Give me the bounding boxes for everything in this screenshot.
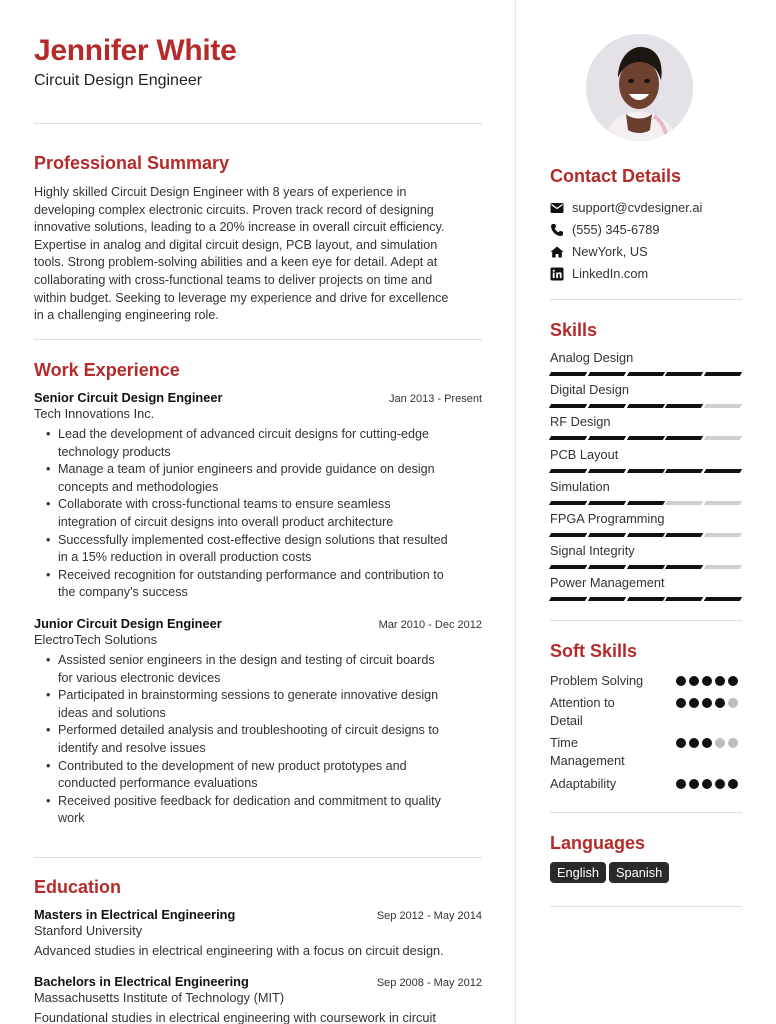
skill-bar bbox=[550, 533, 741, 537]
rating-dot bbox=[676, 676, 686, 686]
skill-name: Analog Design bbox=[550, 350, 634, 365]
summary-divider bbox=[34, 339, 482, 340]
rating-dot bbox=[715, 738, 725, 748]
education-title: Education bbox=[34, 877, 122, 897]
soft-skill-rating bbox=[676, 779, 738, 789]
contact-phone-text: (555) 345-6789 bbox=[572, 222, 660, 237]
job-entry bbox=[34, 616, 482, 828]
rating-dot bbox=[728, 698, 738, 708]
avatar bbox=[586, 34, 693, 141]
skill-bar-segment bbox=[549, 533, 587, 537]
skill-bar-segment bbox=[665, 533, 703, 537]
rating-dot bbox=[702, 698, 712, 708]
language-tag: Spanish bbox=[609, 862, 669, 883]
skill-bar-segment bbox=[704, 565, 742, 569]
skill-bar-segment bbox=[549, 565, 587, 569]
summary-line: innovative solutions, leading to a 20% increase in overall circuit efficiency. bbox=[34, 220, 445, 235]
experience-title: Work Experience bbox=[34, 360, 180, 380]
skill-name: Simulation bbox=[550, 479, 610, 494]
language-tag: English bbox=[550, 862, 606, 883]
rating-dot bbox=[715, 779, 725, 789]
contact-email[interactable] bbox=[550, 200, 702, 215]
soft-skills-divider bbox=[550, 812, 742, 813]
rating-dot bbox=[728, 738, 738, 748]
skill-bar-segment bbox=[704, 372, 742, 376]
soft-skill-rating bbox=[676, 676, 738, 686]
summary-line: developing complex electronic circuits. Proven track record of designing bbox=[34, 202, 434, 217]
job-bullet: • Participated in brainstorming sessions to generate innovative design ideas and solutions bbox=[46, 687, 482, 722]
job-bullet: • Lead the development of advanced circuit designs for cutting-edge technology products bbox=[46, 426, 482, 461]
skill-bar-segment bbox=[549, 404, 587, 408]
skill-bar-segment bbox=[588, 597, 626, 601]
skill-bar-segment bbox=[704, 404, 742, 408]
skill-bar-segment bbox=[665, 404, 703, 408]
avatar-portrait-icon bbox=[586, 34, 693, 141]
job-company: Tech Innovations Inc. bbox=[34, 406, 155, 421]
skill-bar bbox=[550, 469, 741, 473]
skill-bar-segment bbox=[704, 469, 742, 473]
skill-bar-segment bbox=[588, 404, 626, 408]
candidate-role: Circuit Design Engineer bbox=[34, 72, 203, 89]
skill-bar-segment bbox=[665, 597, 703, 601]
skills-title: Skills bbox=[550, 320, 598, 340]
skill-bar-segment bbox=[626, 533, 664, 537]
soft-skill-name: Attention to Detail bbox=[550, 695, 615, 728]
skill-name: PCB Layout bbox=[550, 447, 619, 462]
contact-location bbox=[550, 244, 648, 259]
home-icon bbox=[550, 245, 564, 259]
skill-bar-segment bbox=[626, 565, 664, 569]
education-entry bbox=[34, 907, 482, 958]
experience-divider bbox=[34, 857, 482, 858]
phone-icon bbox=[550, 223, 564, 237]
job-bullets bbox=[34, 652, 482, 828]
skill-bar-segment bbox=[665, 436, 703, 440]
rating-dot bbox=[689, 738, 699, 748]
skill-bar bbox=[550, 501, 741, 505]
summary-title: Professional Summary bbox=[34, 153, 230, 173]
skill-bar-segment bbox=[665, 501, 703, 505]
job-bullet: • Manage a team of junior engineers and provide guidance on design concepts and methodologies bbox=[46, 461, 482, 496]
education-degree: Masters in Electrical Engineering bbox=[34, 907, 236, 922]
rating-dot bbox=[728, 676, 738, 686]
skill-bar bbox=[550, 404, 741, 408]
skill-bar-segment bbox=[665, 565, 703, 569]
contact-location-text: NewYork, US bbox=[572, 244, 648, 259]
rating-dot bbox=[702, 779, 712, 789]
job-title: Senior Circuit Design Engineer bbox=[34, 390, 223, 405]
summary-line: within budget. Seeking to leverage my experience and drive for excellence bbox=[34, 290, 449, 305]
linkedin-icon bbox=[550, 267, 564, 281]
job-bullet: • Collaborate with cross-functional teams to ensure seamless integration of circuit designs into overall product architecture bbox=[46, 496, 482, 531]
skill-bar-segment bbox=[549, 501, 587, 505]
education-description: Foundational studies in electrical engineering with coursework in circuit bbox=[34, 1010, 436, 1024]
job-bullets bbox=[34, 426, 482, 602]
job-bullet: • Performed detailed analysis and troubleshooting of circuit designs to identify and resolve issues bbox=[46, 722, 482, 757]
skill-bar-segment bbox=[588, 436, 626, 440]
rating-dot bbox=[728, 779, 738, 789]
job-bullet: • Successfully implemented cost-effective design solutions that resulted in a 15% reduction in overall production costs bbox=[46, 532, 482, 567]
contact-title: Contact Details bbox=[550, 166, 682, 186]
job-bullet: • Assisted senior engineers in the design and testing of circuit boards for various electronic devices bbox=[46, 652, 482, 687]
education-school: Stanford University bbox=[34, 923, 143, 938]
skill-name: Signal Integrity bbox=[550, 543, 635, 558]
soft-skill-name: Time Management bbox=[550, 735, 625, 768]
soft-skill-rating bbox=[676, 698, 738, 708]
summary-text bbox=[34, 184, 482, 325]
languages-divider bbox=[550, 906, 742, 907]
column-divider bbox=[515, 0, 516, 1024]
rating-dot bbox=[715, 676, 725, 686]
education-degree: Bachelors in Electrical Engineering bbox=[34, 974, 249, 989]
skill-bar-segment bbox=[665, 469, 703, 473]
education-entry bbox=[34, 974, 482, 1024]
rating-dot bbox=[676, 698, 686, 708]
skill-name: FPGA Programming bbox=[550, 511, 665, 526]
header-divider bbox=[34, 123, 482, 124]
skill-bar-segment bbox=[704, 533, 742, 537]
summary-line: collaborating with cross-functional teams to deliver projects on time and bbox=[34, 272, 433, 287]
skill-bar bbox=[550, 436, 741, 440]
skill-bar bbox=[550, 597, 741, 601]
contact-phone[interactable] bbox=[550, 222, 660, 237]
rating-dot bbox=[715, 698, 725, 708]
skill-bar-segment bbox=[588, 565, 626, 569]
education-date: Sep 2012 - May 2014 bbox=[376, 910, 482, 922]
contact-email-text: support@cvdesigner.ai bbox=[572, 200, 703, 215]
skill-bar-segment bbox=[549, 436, 587, 440]
job-entry bbox=[34, 390, 482, 602]
rating-dot bbox=[676, 738, 686, 748]
skill-bar-segment bbox=[626, 597, 664, 601]
skill-bar-segment bbox=[588, 372, 626, 376]
skill-bar-segment bbox=[588, 533, 626, 537]
skill-bar-segment bbox=[549, 372, 587, 376]
skill-bar-segment bbox=[626, 469, 664, 473]
languages-list bbox=[550, 862, 672, 883]
rating-dot bbox=[676, 779, 686, 789]
skill-bar-segment bbox=[704, 597, 742, 601]
contact-divider bbox=[550, 299, 742, 300]
summary-line: tools. Strong problem-solving abilities and a keen eye for detail. Adept at bbox=[34, 255, 438, 270]
job-company: ElectroTech Solutions bbox=[34, 632, 158, 647]
job-date: Jan 2013 - Present bbox=[389, 393, 482, 405]
skill-bar-segment bbox=[665, 372, 703, 376]
soft-skills-title: Soft Skills bbox=[550, 641, 638, 661]
skill-bar-segment bbox=[588, 469, 626, 473]
soft-skill-name: Problem Solving bbox=[550, 673, 644, 688]
skill-name: Power Management bbox=[550, 575, 665, 590]
skill-bar-segment bbox=[549, 469, 587, 473]
education-description: Advanced studies in electrical engineering with a focus on circuit design. bbox=[34, 943, 444, 958]
skill-name: Digital Design bbox=[550, 382, 629, 397]
skill-bar-segment bbox=[704, 436, 742, 440]
summary-line: in a challenging engineering role. bbox=[34, 308, 219, 323]
job-bullet: • Received recognition for outstanding performance and contribution to the company's success bbox=[46, 567, 482, 602]
job-bullet: • Received positive feedback for dedication and commitment to quality work bbox=[46, 793, 482, 828]
rating-dot bbox=[689, 779, 699, 789]
summary-line: Highly skilled Circuit Design Engineer with 8 years of experience in bbox=[34, 185, 407, 199]
education-date: Sep 2008 - May 2012 bbox=[376, 977, 482, 989]
skill-bar bbox=[550, 565, 741, 569]
skill-bar-segment bbox=[626, 501, 664, 505]
skill-bar-segment bbox=[704, 501, 742, 505]
rating-dot bbox=[689, 698, 699, 708]
envelope-icon bbox=[550, 201, 564, 215]
skill-bar-segment bbox=[626, 436, 664, 440]
skill-bar bbox=[550, 372, 741, 376]
contact-linkedin-text: LinkedIn.com bbox=[572, 266, 649, 281]
soft-skill-name: Adaptability bbox=[550, 776, 617, 791]
rating-dot bbox=[702, 676, 712, 686]
job-bullet: • Contributed to the development of new product prototypes and conducted performance evaluations bbox=[46, 758, 482, 793]
job-date: Mar 2010 - Dec 2012 bbox=[378, 619, 482, 631]
skill-bar-segment bbox=[626, 372, 664, 376]
rating-dot bbox=[702, 738, 712, 748]
rating-dot bbox=[689, 676, 699, 686]
languages-title: Languages bbox=[550, 833, 646, 853]
contact-linkedin[interactable] bbox=[550, 266, 648, 281]
summary-line: Expertise in analog and digital circuit design, PCB layout, and simulation bbox=[34, 237, 438, 252]
skills-divider bbox=[550, 620, 742, 621]
candidate-name: Jennifer White bbox=[34, 34, 237, 67]
job-title: Junior Circuit Design Engineer bbox=[34, 616, 222, 631]
skill-bar-segment bbox=[626, 404, 664, 408]
skill-name: RF Design bbox=[550, 414, 611, 429]
skill-bar-segment bbox=[588, 501, 626, 505]
education-school: Massachusetts Institute of Technology (MIT) bbox=[34, 990, 285, 1005]
skill-bar-segment bbox=[549, 597, 587, 601]
soft-skill-rating bbox=[676, 738, 738, 748]
